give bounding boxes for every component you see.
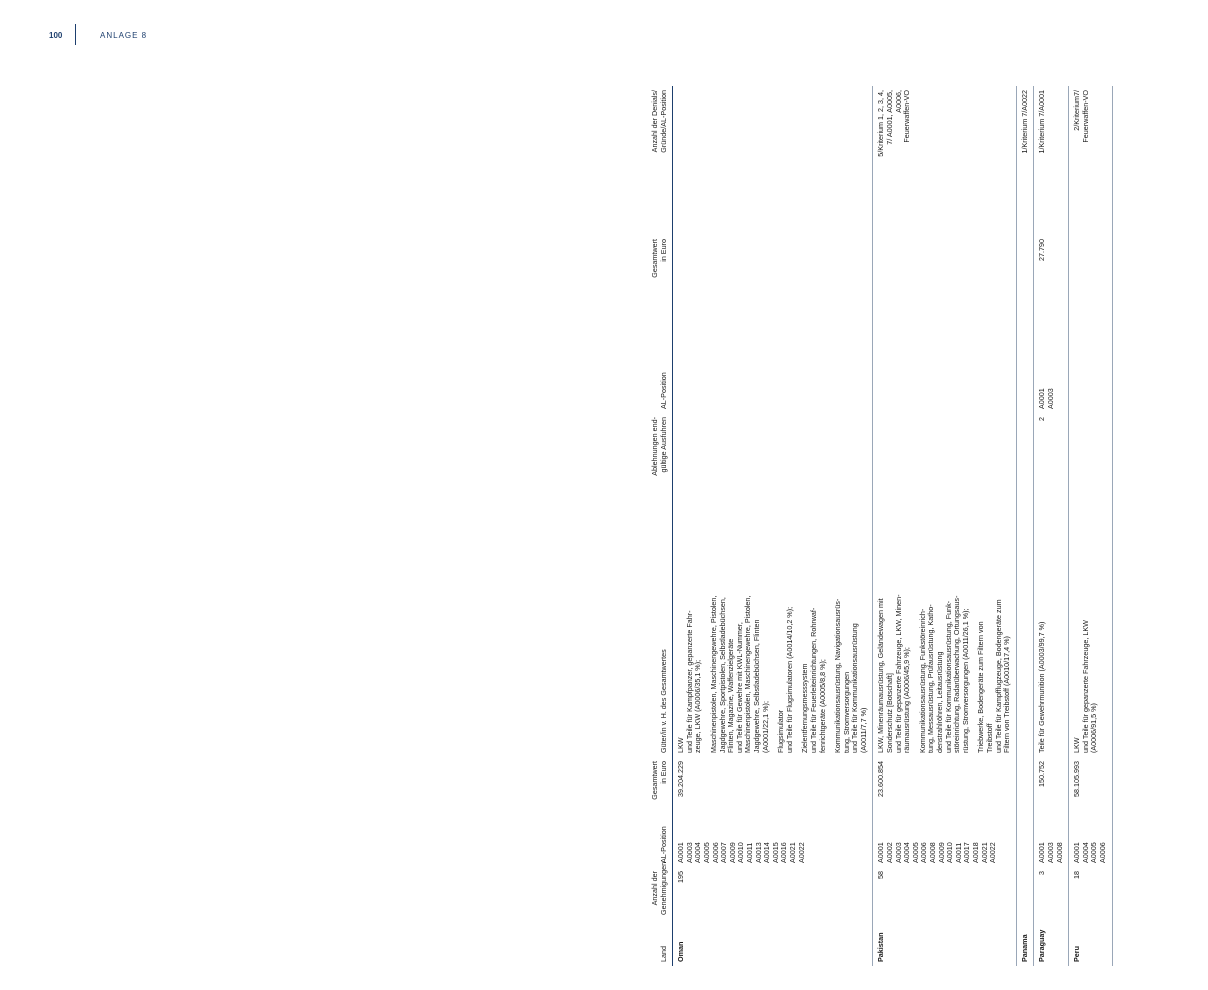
cell-anzahl-genehmigungen: 18 — [1069, 867, 1112, 919]
goods-block — [877, 515, 911, 753]
cell-anzahl-genehmigungen: 58 — [873, 867, 1016, 919]
cell-line: A0008 — [928, 842, 938, 863]
cell-ablehnungen: 2 — [1034, 413, 1069, 511]
cell-line: Zielentfernungsmesssystem — [800, 663, 810, 753]
cell-denials — [1016, 86, 1034, 235]
header-gesamtwert: Gesamtwert in Euro — [648, 757, 673, 817]
cell-line: Maschinenpistolen, Maschinengewehre, Pistolen, — [743, 595, 753, 753]
header-land: Land — [648, 919, 673, 966]
cell-line: (A0006/91,5 %) — [1089, 703, 1099, 753]
cell-line: A0001 — [1037, 388, 1047, 409]
cell-line: A0009 — [727, 842, 737, 863]
cell-al-position — [1034, 817, 1069, 867]
cell-denials — [1034, 86, 1069, 235]
cell-line: 2/Kriterium7/ — [1072, 90, 1082, 131]
header-anzahl-genehmigungen: Anzahl der Genehmigungen — [648, 867, 673, 919]
cell-line: tung, Messausrüstung, Prüfausrüstung, Katho- — [926, 604, 936, 753]
cell-land: Peru — [1069, 919, 1112, 966]
goods-block — [1038, 515, 1047, 753]
table-header-row — [648, 86, 673, 966]
header-gueter: Güter/in v. H. des Gesamtwertes — [648, 511, 673, 757]
cell-line: und Teile für Kommunikationsausrüstung, Funk- — [943, 600, 953, 753]
table-row — [1069, 86, 1112, 966]
cell-line: Flinten, Magazine, Waffenzielgeräte — [726, 638, 736, 753]
cell-gesamtwert: 39.204.229 — [673, 757, 873, 817]
cell-anzahl-genehmigungen: 195 — [673, 867, 873, 919]
cell-line: A0021 — [787, 842, 797, 863]
cell-line: A0009 — [936, 842, 946, 863]
goods-block — [777, 515, 794, 753]
cell-anzahl-genehmigungen: 3 — [1034, 867, 1069, 919]
export-table — [648, 86, 1113, 966]
cell-line: denstrahlröhren, Leitausrüstung — [935, 651, 945, 753]
cell-land: Panama — [1016, 919, 1034, 966]
cell-line: und Teile für Kampfflugzeuge, Bodengeräte zum — [993, 599, 1003, 753]
cell-line: A0011 — [953, 842, 963, 863]
cell-line: LKW — [676, 737, 686, 753]
cell-line: Jagdgewehre, Sportpistolen, Selbstladebüchsen, — [717, 597, 727, 753]
cell-line: A0001 — [1072, 842, 1082, 863]
cell-line: A0006 — [1097, 842, 1107, 863]
cell-line: A0010 — [736, 842, 746, 863]
cell-line: Kommunikationsausrüstung, Navigationsausrüs- — [833, 598, 843, 753]
cell-al-position — [1069, 817, 1112, 867]
cell-gesamtwert-2 — [1016, 235, 1034, 313]
cell-gesamtwert-2 — [673, 235, 873, 313]
cell-land: Pakistan — [873, 919, 1016, 966]
cell-ablehnungen — [873, 413, 1016, 511]
section-title: ANLAGE 8 — [100, 31, 148, 40]
header-gesamtwert-2: Gesamtwert in Euro — [648, 235, 673, 313]
cell-line: Teile für Gewehrmunition (A0003/99,7 %) — [1037, 621, 1047, 753]
cell-line: A0004 — [693, 842, 703, 863]
cell-line: A0016 — [779, 842, 789, 863]
table-row — [673, 86, 873, 966]
cell-line: 1/Kriterium 7/A0001 — [1037, 90, 1047, 154]
cell-line: rüstung, Stromversorgungen (A0011/26,1 %); — [960, 608, 970, 753]
cell-line: Filtern von Treibstoff (A0010/17,4 %) — [1002, 636, 1012, 753]
cell-al-position-2 — [873, 313, 1016, 413]
cell-al-position — [1016, 817, 1034, 867]
cell-line: A0005 — [910, 842, 920, 863]
cell-gesamtwert-2 — [1069, 235, 1112, 313]
header-divider — [75, 24, 76, 45]
cell-line: A0005 — [1089, 842, 1099, 863]
cell-line: A0001 — [1037, 842, 1047, 863]
cell-line: fenrichtgeräte (A0005/8,8 %); — [817, 659, 827, 753]
cell-anzahl-genehmigungen — [1016, 867, 1034, 919]
cell-gesamtwert-2: 27.790 — [1034, 235, 1069, 313]
cell-line: A0007 — [719, 842, 729, 863]
cell-gueter — [1034, 511, 1069, 757]
cell-line: LKW — [1072, 737, 1082, 753]
goods-block — [834, 515, 868, 753]
cell-line: tung, Stromversorgungen — [841, 671, 851, 753]
cell-line: A0001 — [876, 842, 886, 863]
cell-gesamtwert: 58.105.993 — [1069, 757, 1112, 817]
cell-line: A0002 — [885, 842, 895, 863]
cell-ablehnungen — [1069, 413, 1112, 511]
cell-gesamtwert: 23.600.854 — [873, 757, 1016, 817]
cell-line: und Teile für Kommunikationsausrüstung — [850, 623, 860, 753]
cell-line: A0010 — [945, 842, 955, 863]
cell-gesamtwert-2 — [873, 235, 1016, 313]
cell-line: A0022 — [988, 842, 998, 863]
table-body — [673, 86, 1112, 966]
cell-line: zeuge, LKW (A0006/35,1 %); — [693, 659, 703, 753]
cell-line: störeinrichtung, Radarüberwachung, Ortungsaus- — [952, 595, 962, 753]
cell-line: A0018 — [971, 842, 980, 863]
cell-gesamtwert: 150.752 — [1034, 757, 1069, 817]
cell-line: A0005 — [701, 842, 711, 863]
cell-line: Jagdgewehre, Selbstladebüchsen, Flinten — [751, 619, 761, 753]
goods-block — [919, 515, 971, 753]
cell-line: A0003 — [893, 842, 903, 863]
cell-land: Oman — [673, 919, 873, 966]
goods-block — [710, 515, 770, 753]
cell-line: Kommunikationsausrüstung, Funkstöreinrich- — [917, 608, 927, 753]
header-ablehnungen: Ablehnungen end- gültige Ausfuhren — [648, 413, 673, 511]
cell-al-position-2 — [1016, 313, 1034, 413]
cell-line: und Teile für Gewehre mit KWL-Nummer, — [734, 622, 744, 753]
cell-line: und Teile für Kampfpanzer, gepanzerte Fahr- — [684, 610, 694, 753]
cell-line: LKW, Minenräumausrüstung, Geländewagen mit — [876, 598, 886, 753]
cell-line: räumausrüstung (A0006/45,9 %); — [902, 647, 912, 753]
cell-line: und Teile für gepanzerte Fahrzeuge, LKW — [1080, 620, 1090, 753]
cell-line: A0006, — [893, 90, 903, 113]
page-number: 100 — [49, 31, 63, 40]
cell-denials — [1069, 86, 1112, 235]
cell-line: 1/Kriterium 7/A0022 — [1019, 90, 1029, 154]
cell-ablehnungen — [1016, 413, 1034, 511]
cell-line: A0014 — [762, 842, 772, 863]
cell-ablehnungen — [673, 413, 873, 511]
cell-denials — [673, 86, 873, 235]
cell-line: A0011 — [744, 842, 754, 863]
table-row — [1034, 86, 1069, 966]
cell-line: A0008 — [1054, 842, 1064, 863]
cell-line: A0006 — [710, 842, 720, 863]
goods-block — [801, 515, 827, 753]
cell-al-position-2 — [673, 313, 873, 413]
cell-line: A0021 — [979, 842, 989, 863]
header-anzahl-denials: Anzahl der Denials/ Gründe/AL-Position — [648, 86, 673, 235]
cell-denials — [873, 86, 1016, 235]
goods-block — [677, 515, 703, 753]
cell-gueter — [1069, 511, 1112, 757]
cell-al-position-2 — [1034, 313, 1069, 413]
cell-line: A0003 — [1045, 388, 1055, 409]
goods-block — [977, 515, 1011, 753]
table-row — [1016, 86, 1034, 966]
cell-line: A0015 — [770, 842, 780, 863]
table-row — [873, 86, 1016, 966]
cell-al-position — [673, 817, 873, 867]
rotated-table-container — [648, 86, 1208, 966]
cell-line: Feuerwaffen-VO — [1080, 90, 1090, 143]
cell-gueter — [1016, 511, 1034, 757]
header-al-position-2: AL-Position — [648, 313, 673, 413]
cell-line: Sonderschutz [Botschaft] — [885, 673, 895, 753]
cell-line: und Teile für Feuerleiteinrichtungen, Rohrwaf- — [808, 607, 818, 753]
cell-line: A0017 — [962, 842, 972, 863]
cell-line: und Teile für Flugsimulatoren (A0014/10,2 %); — [784, 606, 794, 753]
cell-line: 7/ A0001, A0005, — [885, 90, 895, 145]
cell-line: A0003 — [1045, 842, 1055, 863]
cell-line: Treibstoff — [985, 723, 994, 753]
cell-line: A0013 — [753, 842, 763, 863]
cell-line: A0022 — [796, 842, 806, 863]
cell-line: (A0011/7,7 %) — [858, 707, 868, 753]
cell-line: A0001 — [676, 842, 686, 863]
cell-line: A0004 — [902, 842, 912, 863]
cell-al-position — [873, 817, 1016, 867]
cell-gesamtwert — [1016, 757, 1034, 817]
cell-gueter — [873, 511, 1016, 757]
cell-line: 5/Kriterium 1, 2, 3, 4, — [876, 90, 886, 157]
cell-line: A0004 — [1080, 842, 1090, 863]
cell-line: Maschinenpistolen, Maschinengewehre, Pistolen, — [708, 595, 718, 753]
cell-line: (A0001/22,1 %); — [760, 701, 770, 753]
cell-land: Paraguay — [1034, 919, 1069, 966]
header-al-position: AL-Position — [648, 817, 673, 867]
goods-block — [1073, 515, 1099, 753]
cell-line: Triebwerke, Bodengeräte zum Filtern von — [976, 621, 986, 753]
cell-line: und Teile für gepanzerte Fahrzeuge, LKW, Minen- — [893, 594, 903, 753]
cell-line: Feuerwaffen-VO — [902, 90, 912, 143]
cell-line: A0006 — [919, 842, 929, 863]
cell-al-position-2 — [1069, 313, 1112, 413]
cell-line: Flugsimulator — [776, 709, 786, 753]
cell-gueter — [673, 511, 873, 757]
cell-line: A0003 — [684, 842, 694, 863]
